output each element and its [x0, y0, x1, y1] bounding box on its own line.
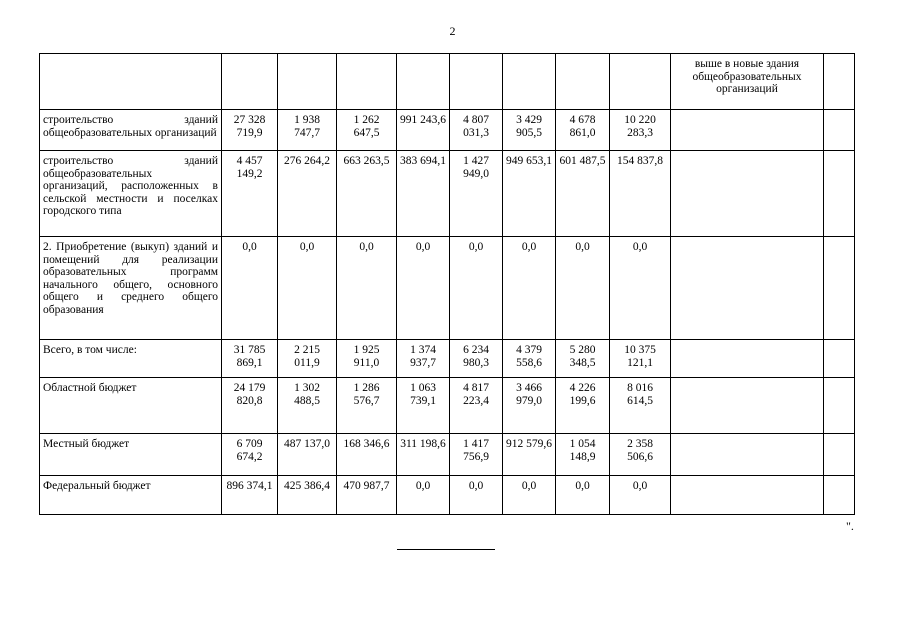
row-value: 0,0 [556, 476, 610, 515]
row-value: 383 694,1 [397, 151, 450, 237]
row-value: 0,0 [503, 476, 556, 515]
row-value: 1 262 647,5 [337, 110, 397, 151]
row-value: 0,0 [556, 237, 610, 340]
row-value: 1 417 756,9 [450, 434, 503, 476]
row-extra-cell [824, 434, 855, 476]
row-value: 3 429 905,5 [503, 110, 556, 151]
row-note-cell [671, 476, 824, 515]
header-value-cell [556, 54, 610, 110]
row-value: 24 179 820,8 [222, 378, 278, 434]
budget-table [39, 53, 855, 515]
row-label: строительство зданий общеобразовательных организаций, расположенных в сельской местности и поселках городского типа [40, 151, 222, 237]
row-value: 0,0 [397, 237, 450, 340]
row-value: 276 264,2 [278, 151, 337, 237]
table-row [40, 340, 855, 378]
row-value: 0,0 [610, 476, 671, 515]
row-value: 0,0 [610, 237, 671, 340]
row-value: 1 054 148,9 [556, 434, 610, 476]
row-value: 6 709 674,2 [222, 434, 278, 476]
row-value: 1 063 739,1 [397, 378, 450, 434]
row-value: 4 678 861,0 [556, 110, 610, 151]
row-extra-cell [824, 476, 855, 515]
row-value: 0,0 [503, 237, 556, 340]
row-value: 3 466 979,0 [503, 378, 556, 434]
row-value: 425 386,4 [278, 476, 337, 515]
header-value-cell [610, 54, 671, 110]
row-note-cell [671, 434, 824, 476]
row-value: 1 374 937,7 [397, 340, 450, 378]
header-label-cell [40, 54, 222, 110]
row-value: 1 925 911,0 [337, 340, 397, 378]
row-note-cell [671, 151, 824, 237]
row-value: 2 358 506,6 [610, 434, 671, 476]
row-value: 5 280 348,5 [556, 340, 610, 378]
row-value: 4 457 149,2 [222, 151, 278, 237]
header-value-cell [337, 54, 397, 110]
row-label: строительство зданий общеобразовательных организаций [40, 110, 222, 151]
table-row [40, 378, 855, 434]
row-note-cell [671, 110, 824, 151]
row-value: 0,0 [450, 476, 503, 515]
row-value: 10 375 121,1 [610, 340, 671, 378]
row-value: 4 226 199,6 [556, 378, 610, 434]
row-value: 27 328 719,9 [222, 110, 278, 151]
row-value: 470 987,7 [337, 476, 397, 515]
row-label: Местный бюджет [40, 434, 222, 476]
row-extra-cell [824, 340, 855, 378]
footer-separator-line [397, 549, 495, 550]
row-value: 0,0 [397, 476, 450, 515]
row-note-cell [671, 378, 824, 434]
row-extra-cell [824, 110, 855, 151]
table-row [40, 476, 855, 515]
row-value: 2 215 011,9 [278, 340, 337, 378]
row-note-cell [671, 237, 824, 340]
row-label: Федеральный бюджет [40, 476, 222, 515]
row-value: 6 234 980,3 [450, 340, 503, 378]
row-label: Областной бюджет [40, 378, 222, 434]
row-value: 663 263,5 [337, 151, 397, 237]
table-row [40, 151, 855, 237]
closing-quote-mark: ". [846, 519, 854, 533]
row-extra-cell [824, 151, 855, 237]
table-header-row [40, 54, 855, 110]
row-value: 4 379 558,6 [503, 340, 556, 378]
table-row [40, 434, 855, 476]
row-value: 311 198,6 [397, 434, 450, 476]
row-extra-cell [824, 378, 855, 434]
row-value: 31 785 869,1 [222, 340, 278, 378]
row-value: 154 837,8 [610, 151, 671, 237]
header-value-cell [397, 54, 450, 110]
row-value: 1 302 488,5 [278, 378, 337, 434]
row-value: 168 346,6 [337, 434, 397, 476]
row-label: Всего, в том числе: [40, 340, 222, 378]
row-value: 896 374,1 [222, 476, 278, 515]
row-value: 1 286 576,7 [337, 378, 397, 434]
row-extra-cell [824, 237, 855, 340]
row-value: 8 016 614,5 [610, 378, 671, 434]
header-value-cell [503, 54, 556, 110]
row-value: 0,0 [337, 237, 397, 340]
row-value: 0,0 [222, 237, 278, 340]
row-note-cell [671, 340, 824, 378]
row-value: 4 817 223,4 [450, 378, 503, 434]
table-row [40, 237, 855, 340]
row-value: 10 220 283,3 [610, 110, 671, 151]
row-label: 2. Приобретение (выкуп) зданий и помещений для реализации образовательных программ начального общего, основного общего и среднего общего образования [40, 237, 222, 340]
header-value-cell [450, 54, 503, 110]
row-value: 0,0 [278, 237, 337, 340]
table-row [40, 110, 855, 151]
row-value: 0,0 [450, 237, 503, 340]
page-number: 2 [449, 24, 456, 38]
header-value-cell [278, 54, 337, 110]
header-note-cell: выше в новые здания общеобразовательных организаций [671, 54, 824, 110]
row-value: 949 653,1 [503, 151, 556, 237]
row-value: 991 243,6 [397, 110, 450, 151]
header-extra-cell [824, 54, 855, 110]
header-value-cell [222, 54, 278, 110]
row-value: 487 137,0 [278, 434, 337, 476]
row-value: 1 938 747,7 [278, 110, 337, 151]
row-value: 1 427 949,0 [450, 151, 503, 237]
row-value: 912 579,6 [503, 434, 556, 476]
row-value: 4 807 031,3 [450, 110, 503, 151]
row-value: 601 487,5 [556, 151, 610, 237]
